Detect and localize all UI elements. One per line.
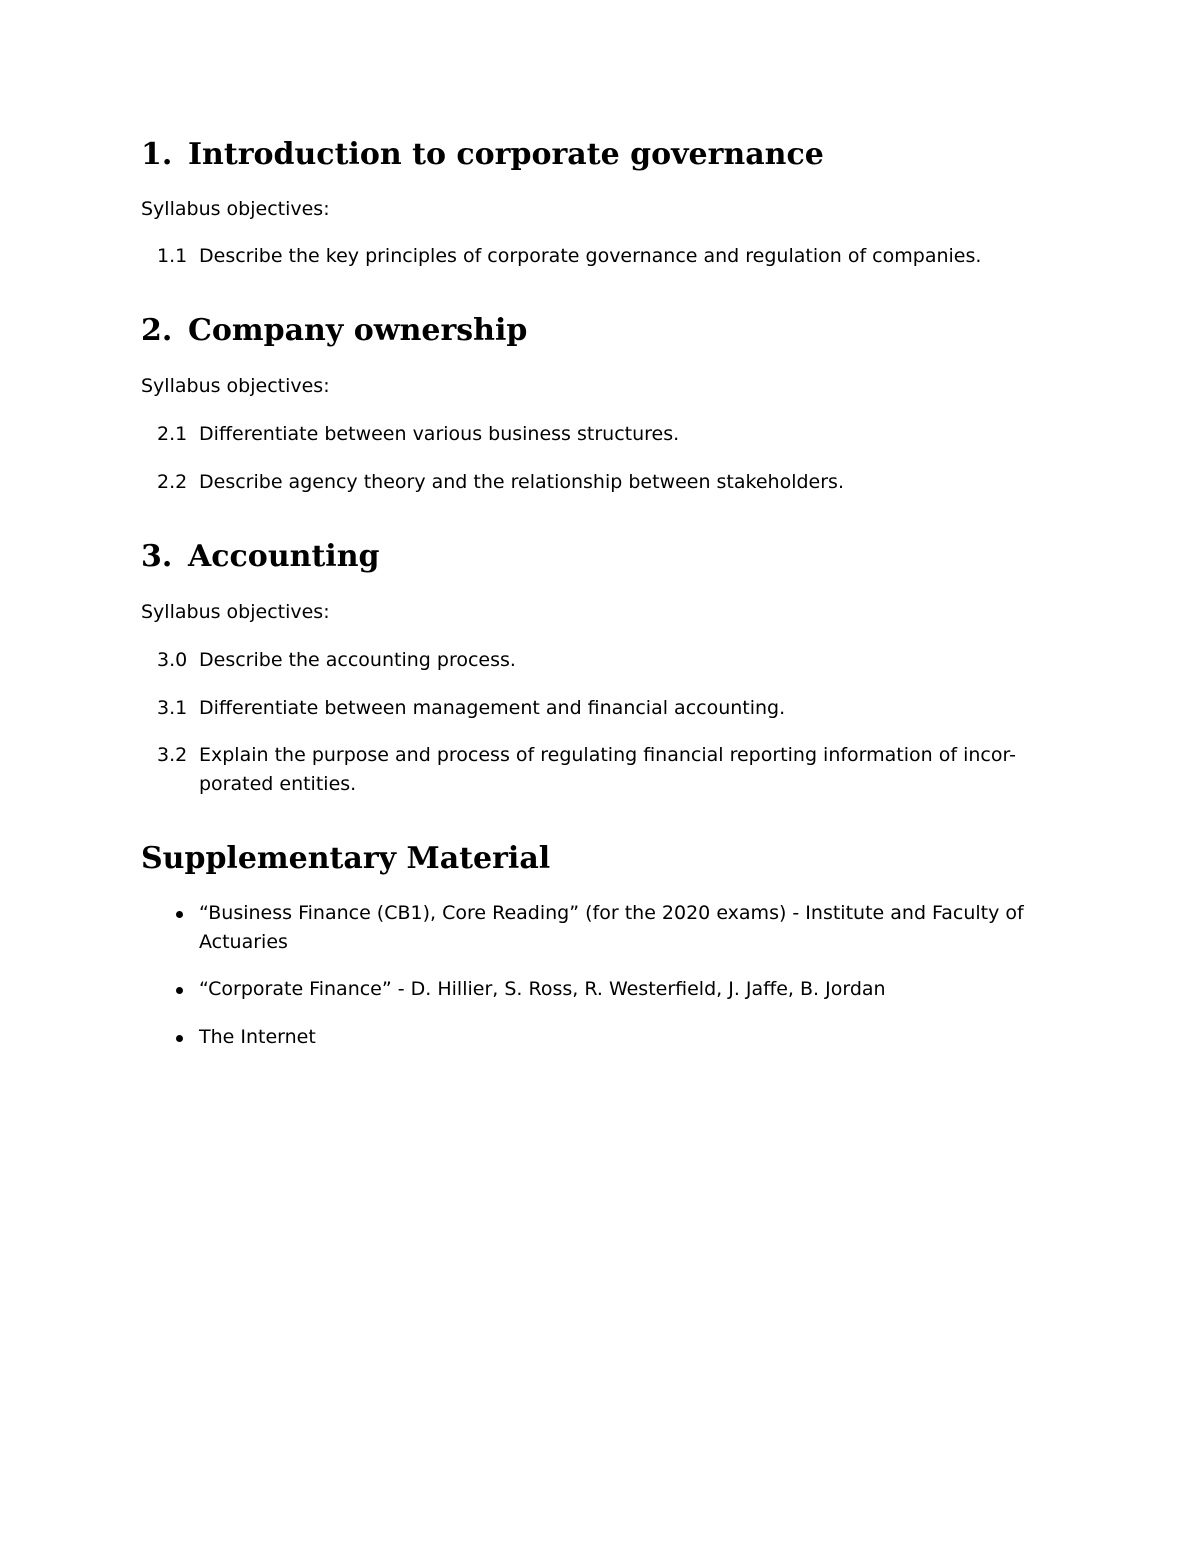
objective-text: Describe the key principles of corporate governance and regulation of companies. [199, 245, 982, 267]
objective-item [141, 694, 1061, 723]
reference-text: “Corporate Finance” - D. Hillier, S. Ross, R. Westerfield, J. Jaffe, B. Jordan [199, 978, 886, 1000]
objective-text: Describe the accounting process. [199, 649, 516, 671]
supplementary-heading: Supplementary Material [141, 841, 551, 876]
objective-item [141, 468, 1061, 497]
supplementary-section [141, 841, 1061, 1048]
section-heading [141, 539, 1061, 575]
objective-code: 2.2 [157, 471, 188, 493]
objective-text: Differentiate between management and financial accounting. [199, 697, 786, 719]
section-number: 2. [141, 313, 173, 348]
section-heading [141, 313, 1061, 349]
section-number: 3. [141, 539, 173, 574]
section-title: Company ownership [188, 313, 528, 348]
syllabus-label: Syllabus objectives: [141, 375, 330, 397]
objective-code: 1.1 [157, 245, 188, 267]
objective-item [141, 242, 1061, 271]
reference-text: “Business Finance (CB1), Core Reading” (for the 2020 exams) - Institute and Faculty of Actuaries [199, 902, 1024, 953]
objective-item [141, 741, 1061, 799]
section-number: 1. [141, 137, 173, 172]
section-3 [141, 539, 1061, 795]
reference-item [141, 1023, 1061, 1052]
reference-item [141, 899, 1061, 957]
objective-item [141, 646, 1061, 675]
objective-item [141, 420, 1061, 449]
objective-text: Describe agency theory and the relationship between stakeholders. [199, 471, 844, 493]
objective-code: 3.1 [157, 697, 188, 719]
syllabus-label: Syllabus objectives: [141, 601, 330, 623]
objective-code: 2.1 [157, 423, 188, 445]
section-1 [141, 137, 1061, 267]
section-2 [141, 313, 1061, 493]
section-title: Accounting [188, 539, 380, 574]
syllabus-label: Syllabus objectives: [141, 198, 330, 220]
bullet-icon [176, 1035, 183, 1042]
section-heading [141, 137, 1061, 173]
section-title: Introduction to corporate governance [188, 137, 824, 172]
objective-text: Differentiate between various business structures. [199, 423, 680, 445]
reference-text: The Internet [199, 1026, 316, 1048]
reference-item [141, 975, 1061, 1004]
objective-text: Explain the purpose and process of regulating financial reporting information of incor- porated entities. [199, 744, 1016, 795]
objective-code: 3.0 [157, 649, 188, 671]
bullet-icon [176, 987, 183, 994]
objective-code: 3.2 [157, 744, 188, 766]
bullet-icon [176, 911, 183, 918]
